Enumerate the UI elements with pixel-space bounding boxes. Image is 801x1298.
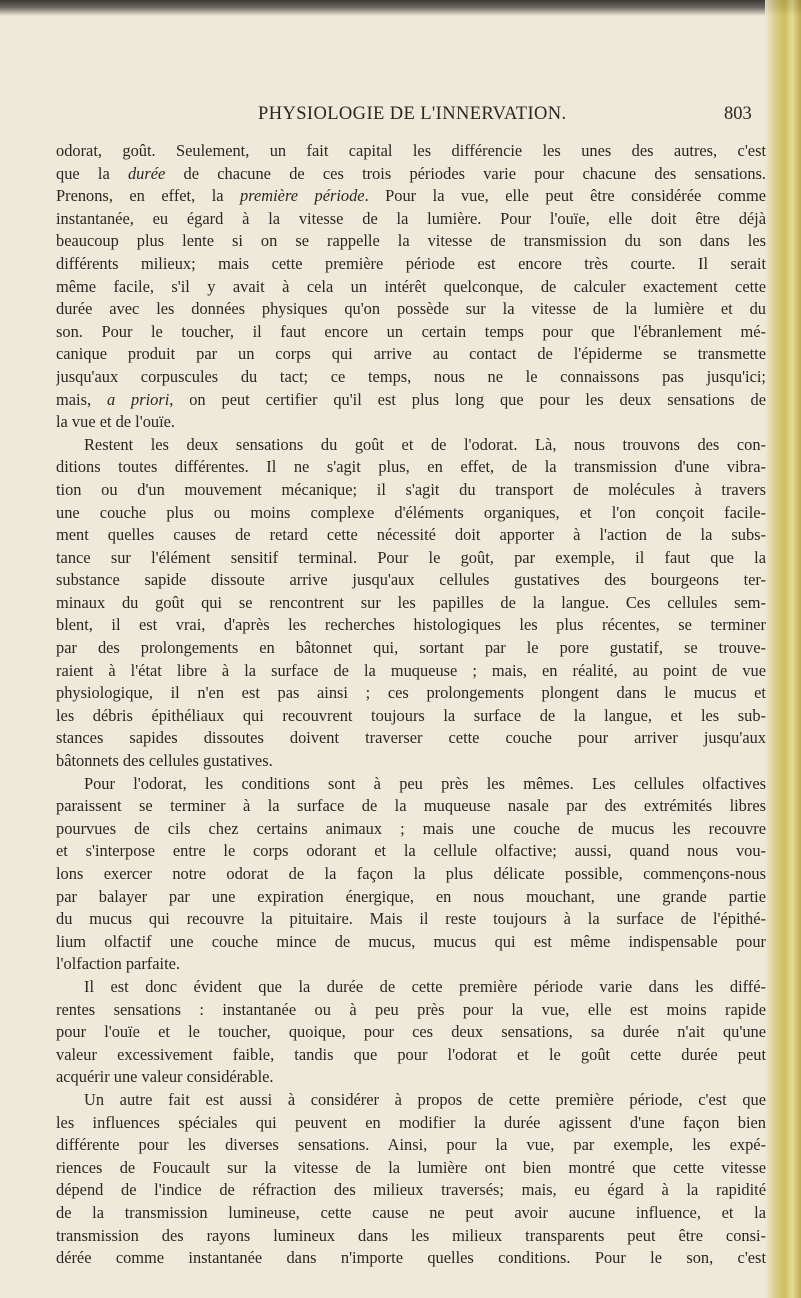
text-segment: blent, il est vrai, d'après les recherches histologiques les plus récentes, se terminer xyxy=(56,615,766,635)
text-line xyxy=(56,343,766,366)
text-segment: dérée comme instantanée dans n'importe quelles conditions. Pour le son, c'est xyxy=(56,1248,766,1268)
text-segment: du mucus qui recouvre la pituitaire. Mais il reste toujours à la surface de l'épithé- xyxy=(56,909,766,929)
text-segment: canique produit par un corps qui arrive au contact de l'épiderme se transmette xyxy=(56,344,766,364)
text-line xyxy=(56,163,766,186)
page-top-shadow xyxy=(0,0,801,16)
body-text xyxy=(56,140,766,1270)
text-line xyxy=(56,230,766,253)
text-line xyxy=(56,1247,766,1270)
text-line xyxy=(56,434,766,457)
text-line xyxy=(56,1157,766,1180)
text-line xyxy=(56,795,766,818)
text-segment: les influences spéciales qui peuvent en modifier la durée agissent d'une façon bien xyxy=(56,1112,766,1132)
text-segment: riences de Foucault sur la vitesse de la lumière ont bien montré que cette vitesse xyxy=(56,1157,766,1177)
text-segment: beaucoup plus lente si on se rappelle la vitesse de transmission du son dans les xyxy=(56,231,766,251)
text-line xyxy=(56,411,766,434)
text-segment: valeur excessivement faible, tandis que pour l'odorat et le goût cette durée peut xyxy=(56,1044,766,1064)
text-segment: stances sapides dissoutes doivent traverser cette couche pour arriver jusqu'aux xyxy=(56,728,766,748)
text-line xyxy=(56,276,766,299)
text-line xyxy=(56,479,766,502)
text-segment: dépend de l'indice de réfraction des milieux traversés; mais, eu égard à la rapidité xyxy=(56,1180,766,1200)
text-segment: mais, xyxy=(56,389,107,409)
text-line xyxy=(56,1202,766,1225)
text-line xyxy=(56,140,766,163)
text-segment: que la xyxy=(56,163,128,183)
text-line xyxy=(56,614,766,637)
text-segment: tance sur l'élément sensitif terminal. Pour le goût, par exemple, il faut que la xyxy=(56,547,766,567)
text-line xyxy=(56,547,766,570)
text-segment: , on peut certifier qu'il est plus long que pour les deux sensations de xyxy=(169,389,766,409)
text-line xyxy=(56,1134,766,1157)
text-line xyxy=(56,953,766,976)
text-segment: Il est donc évident que la durée de cette première période varie dans les diffé- xyxy=(84,976,766,996)
text-line xyxy=(56,389,766,412)
text-line xyxy=(56,908,766,931)
text-line xyxy=(56,253,766,276)
text-segment: lium olfactif une couche mince de mucus, mucus qui est même indispensable pour xyxy=(56,931,766,951)
text-segment: les débris épithéliaux qui recouvrent toujours la surface de la langue, et les sub- xyxy=(56,705,766,725)
text-segment: différente pour les diverses sensations. Ainsi, pour la vue, par exemple, les expé- xyxy=(56,1135,766,1155)
text-line xyxy=(56,886,766,909)
text-line xyxy=(56,502,766,525)
text-line xyxy=(56,863,766,886)
text-line xyxy=(56,524,766,547)
text-line xyxy=(56,366,766,389)
text-segment: ditions toutes différentes. Il ne s'agit plus, en effet, de la transmission d'une vibra- xyxy=(56,457,766,477)
page-number: 803 xyxy=(724,104,752,124)
text-segment: jusqu'aux corpuscules du tact; ce temps, nous ne le connaissons pas jusqu'ici; xyxy=(56,366,766,386)
text-line xyxy=(56,682,766,705)
text-segment: une couche plus ou moins complexe d'éléments organiques, et l'on conçoit facile- xyxy=(56,502,766,522)
text-segment: lons exercer notre odorat de la façon la plus délicate possible, commençons-nous xyxy=(56,864,766,883)
text-segment: durée avec les données physiques qu'on possède sur la vitesse de la lumière et du xyxy=(56,299,766,319)
text-segment: transmission des rayons lumineux dans les milieux transparents peut être consi- xyxy=(56,1225,766,1245)
text-line xyxy=(56,637,766,660)
text-segment: raient à l'état libre à la surface de la muqueuse ; mais, en réalité, au point de vue xyxy=(56,660,766,680)
text-line xyxy=(56,456,766,479)
text-segment: minaux du goût qui se rencontrent sur les papilles de la langue. Ces cellules sem- xyxy=(56,592,766,612)
text-line xyxy=(56,931,766,954)
text-segment: l'olfaction parfaite. xyxy=(56,954,181,974)
text-segment: pourvues de cils chez certains animaux ; mais une couche de mucus les recouvre xyxy=(56,818,766,838)
text-line xyxy=(56,1179,766,1202)
text-line xyxy=(56,1044,766,1067)
text-line xyxy=(56,1112,766,1135)
text-segment: rentes sensations : instantanée ou à peu près pour la vue, elle est moins rapide xyxy=(56,999,766,1019)
text-segment: . Pour la vue, elle peut être considérée comme xyxy=(364,186,766,206)
text-line xyxy=(56,298,766,321)
text-line xyxy=(56,773,766,796)
text-segment: physiologique, il n'en est pas ainsi ; ces prolongements plongent dans le mucus et xyxy=(56,683,766,703)
text-segment: instantanée, eu égard à la vitesse de la lumière. Pour l'ouïe, elle doit être déjà xyxy=(56,208,766,228)
text-segment: ment quelles causes de retard cette nécessité doit apporter à l'action de la subs- xyxy=(56,525,766,545)
italic-text: durée xyxy=(127,163,166,183)
italic-text: première période xyxy=(240,186,365,206)
text-line xyxy=(56,818,766,841)
text-line xyxy=(56,727,766,750)
text-line xyxy=(56,705,766,728)
running-header: PHYSIOLOGIE DE L'INNERVATION. xyxy=(258,104,567,124)
page-binding-edge xyxy=(765,0,801,1298)
text-line xyxy=(56,999,766,1022)
text-segment: Prenons, en effet, la xyxy=(56,186,241,206)
text-segment: tion ou d'un mouvement mécanique; il s'agit du transport de molécules à travers xyxy=(56,479,766,499)
text-segment: substance sapide dissoute arrive jusqu'aux cellules gustatives des bourgeons ter- xyxy=(56,570,766,590)
text-line xyxy=(56,1225,766,1248)
text-segment: et s'interpose entre le corps odorant et la cellule olfactive; aussi, quand nous vou- xyxy=(56,841,766,861)
text-segment: odorat, goût. Seulement, un fait capital les différencie les unes des autres, c'est xyxy=(56,141,766,160)
italic-text: a priori xyxy=(106,389,170,409)
text-segment: par des prolongements en bâtonnet qui, sortant par le pore gustatif, se trouve- xyxy=(56,638,766,658)
text-segment: de la transmission lumineuse, cette cause ne peut avoir aucune influence, et la xyxy=(56,1202,766,1222)
text-line xyxy=(56,750,766,773)
text-segment: pour l'ouïe et le toucher, quoique, pour ces deux sensations, sa durée n'ait qu'une xyxy=(56,1022,766,1042)
text-line xyxy=(56,185,766,208)
text-segment: Restent les deux sensations du goût et de l'odorat. Là, nous trouvons des con- xyxy=(84,434,766,454)
text-line xyxy=(56,840,766,863)
text-segment: Pour l'odorat, les conditions sont à peu près les mêmes. Les cellules olfactives xyxy=(84,773,766,793)
text-segment: différents milieux; mais cette première période est encore très courte. Il serait xyxy=(56,253,766,273)
text-line xyxy=(56,569,766,592)
text-segment: bâtonnets des cellules gustatives. xyxy=(56,751,273,771)
text-segment: de chacune de ces trois périodes varie pour chacune des sensations. xyxy=(165,163,766,183)
text-line xyxy=(56,660,766,683)
text-segment: même facile, s'il y avait à cela un intérêt quelconque, de calculer exactement cette xyxy=(56,276,766,296)
text-line xyxy=(56,592,766,615)
text-line xyxy=(56,321,766,344)
text-segment: par balayer par une expiration énergique, en nous mouchant, une grande partie xyxy=(56,886,766,906)
text-line xyxy=(56,1021,766,1044)
text-segment: son. Pour le toucher, il faut encore un certain temps pour que l'ébranlement mé- xyxy=(56,321,766,341)
text-segment: acquérir une valeur considérable. xyxy=(56,1067,274,1087)
text-line xyxy=(56,976,766,999)
text-segment: Un autre fait est aussi à considérer à propos de cette première période, c'est que xyxy=(84,1089,766,1109)
text-line xyxy=(56,1089,766,1112)
text-segment: la vue et de l'ouïe. xyxy=(56,412,176,432)
text-line xyxy=(56,208,766,231)
text-segment: paraissent se terminer à la surface de la muqueuse nasale par des extrémités libres xyxy=(56,796,766,816)
text-line xyxy=(56,1066,766,1089)
